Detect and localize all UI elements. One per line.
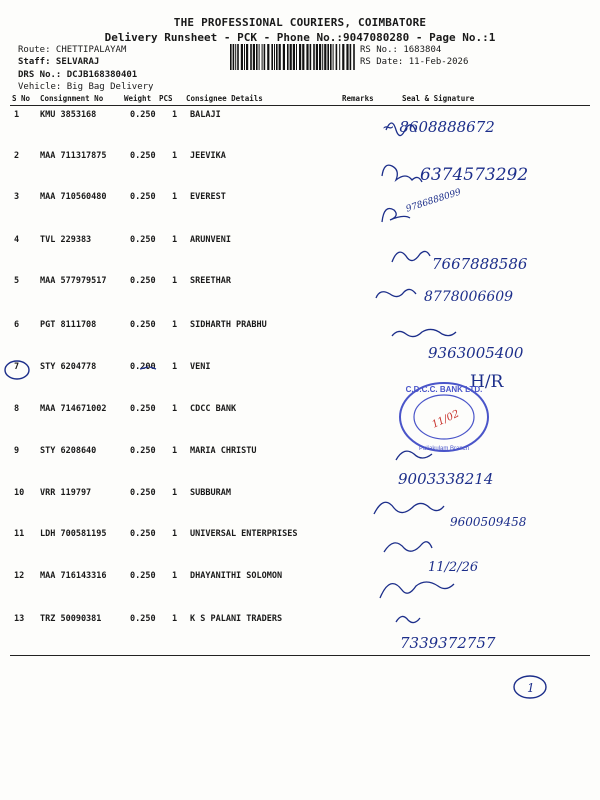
row-pcs: 1 (172, 151, 178, 161)
row-weight: 0.250 (130, 151, 156, 161)
row-pcs: 1 (172, 192, 178, 202)
row-consignment-no: TVL 229383 (40, 235, 92, 245)
row-sno: 6 (14, 320, 20, 330)
signature-4 (432, 255, 527, 273)
barcode-bar (262, 44, 263, 70)
row-consignment-no: PGT 8111708 (40, 320, 97, 330)
barcode-bar (346, 44, 348, 70)
rs-number: RS No.: 1683804 (360, 45, 442, 55)
row-consignee: MARIA CHRISTU (190, 446, 257, 456)
barcode-bar (316, 44, 318, 70)
col-consignment: Consignment No (40, 94, 104, 103)
row-consignment-no: STY 6204778 (40, 362, 97, 372)
table-row (0, 276, 600, 290)
row-weight: 0.250 (130, 276, 156, 286)
row-consignment-no: MAA 714671002 (40, 404, 107, 414)
row-consignee: SIDHARTH PRABHU (190, 320, 267, 330)
row-pcs: 1 (172, 614, 178, 624)
col-weight: Weight (124, 94, 152, 103)
col-pcs: PCS (159, 94, 173, 103)
signature-1 (382, 118, 495, 136)
barcode-bar (327, 44, 329, 70)
sig-phone-9: 9003338214 (398, 470, 494, 488)
signature-10 (450, 515, 526, 529)
runsheet-subtitle: Delivery Runsheet - PCK - Phone No.:9047080280 - Page No.:1 (104, 31, 496, 44)
barcode-bar (267, 44, 269, 70)
table-row (0, 110, 600, 124)
table-row (0, 446, 600, 460)
row-consignee: JEEVIKA (190, 151, 226, 161)
barcode-bar (330, 44, 332, 70)
row-consignment-no: TRZ 50090381 (40, 614, 102, 624)
stamp-initial-date: 11/02 (430, 408, 462, 431)
sig-phone-1: 8608888672 (399, 118, 495, 136)
row-pcs: 1 (172, 362, 178, 372)
row-consignee: UNIVERSAL ENTERPRISES (190, 529, 298, 539)
staff-label: Staff: SELVARAJ (18, 57, 100, 67)
row-consignment-no: MAA 577979517 (40, 276, 107, 286)
sig-scrawl: ~ (382, 118, 395, 136)
header-rule (10, 105, 590, 106)
sig-phone-2: 6374573292 (420, 165, 529, 185)
row-pcs: 1 (172, 235, 178, 245)
sig-phone-3: 9786888099 (404, 187, 463, 215)
table-row (0, 404, 600, 418)
row-pcs: 1 (172, 446, 178, 456)
row-consignee: SUBBURAM (190, 488, 231, 498)
barcode-bar (339, 44, 340, 70)
row-weight: 0.250 (130, 110, 156, 120)
table-row (0, 571, 600, 585)
row-consignment-no: KMU 3853168 (40, 110, 97, 120)
barcode-bar (237, 44, 239, 70)
stamp-bank-name: C.D.C.C. BANK LTD. (405, 385, 483, 394)
signature-6 (428, 344, 523, 362)
barcode-bar (250, 44, 252, 70)
barcode-bar (353, 44, 355, 70)
signature-9 (398, 470, 493, 488)
barcode-bar (271, 44, 273, 70)
row-consignee: SREETHAR (190, 276, 231, 286)
sig-phone-10: 9600509458 (450, 515, 527, 529)
barcode-bar (259, 44, 260, 70)
barcode-bar (310, 44, 312, 70)
rs-date: RS Date: 11-Feb-2026 (360, 57, 469, 67)
signature-2 (380, 165, 528, 185)
barcode-bar (287, 44, 289, 70)
row-consignee: CDCC BANK (190, 404, 237, 414)
table-row (0, 362, 600, 376)
table-row (0, 192, 600, 206)
row-consignment-no: MAA 710560480 (40, 192, 107, 202)
barcode-bar (276, 44, 278, 70)
company-title: THE PROFESSIONAL COURIERS, COIMBATORE (173, 16, 427, 29)
route-label: Route: CHETTIPALAYAM (18, 45, 127, 55)
col-consignee: Consignee Details (186, 94, 263, 103)
row-consignee: BALAJI (190, 110, 221, 120)
row-sno: 8 (14, 404, 20, 414)
barcode-bar (290, 44, 292, 70)
col-seal-signature: Seal & Signature (402, 94, 475, 103)
row-sno: 7 (14, 362, 20, 372)
row-consignment-no: MAA 711317875 (40, 151, 107, 161)
barcode-bar (293, 44, 295, 70)
row-pcs: 1 (172, 404, 178, 414)
scrawl-5 (376, 289, 416, 298)
barcode-bar (322, 44, 323, 70)
row-weight: 0.250 (130, 529, 156, 539)
row-consignee: K S PALANI TRADERS (190, 614, 283, 624)
sig-date-11: 11/2/26 (428, 560, 479, 575)
row-consignment-no: STY 6208640 (40, 446, 97, 456)
row-pcs: 1 (172, 571, 178, 581)
row-pcs: 1 (172, 110, 178, 120)
row-sno: 1 (14, 110, 20, 120)
row-consignment-no: LDH 700581195 (40, 529, 107, 539)
barcode-bar (230, 44, 232, 70)
barcode-bar (333, 44, 334, 70)
col-sno: S No (12, 94, 31, 103)
row-weight: 0.250 (130, 446, 156, 456)
barcode-bar (283, 44, 285, 70)
row-pcs: 1 (172, 488, 178, 498)
barcode-bar (235, 44, 236, 70)
row-weight: 0.200 (130, 362, 156, 372)
barcode-bar (246, 44, 248, 70)
row-sno: 11 (14, 529, 25, 539)
barcode-bar (336, 44, 338, 70)
row-weight: 0.250 (130, 488, 156, 498)
barcode-bar (342, 44, 344, 70)
row-weight: 0.250 (130, 320, 156, 330)
row-weight: 0.250 (130, 235, 156, 245)
signature-5 (424, 289, 513, 305)
barcode-bar (233, 44, 235, 70)
barcode-bar (324, 44, 326, 70)
sig-phone-4: 7667888586 (432, 255, 528, 273)
row-sno: 4 (14, 235, 20, 245)
row-sno: 2 (14, 151, 20, 161)
row-weight: 0.250 (130, 192, 156, 202)
sig-phone-13: 7339372757 (400, 634, 496, 652)
barcode-bar (296, 44, 297, 70)
row-consignee: ARUNVENI (190, 235, 231, 245)
table-row (0, 614, 600, 628)
table-row (0, 488, 600, 502)
row-sno: 3 (14, 192, 20, 202)
row-consignee: DHAYANITHI SOLOMON (190, 571, 283, 581)
stamp-branch: Puliakulam Branch (418, 446, 470, 452)
barcode-bar (302, 44, 304, 70)
barcode-bar (244, 44, 245, 70)
barcode-bar (306, 44, 308, 70)
barcode-bar (253, 44, 255, 70)
barcode (230, 44, 356, 70)
row-pcs: 1 (172, 276, 178, 286)
signature-13 (400, 634, 495, 652)
table-row (0, 235, 600, 249)
table-row (0, 320, 600, 334)
barcode-bar (279, 44, 281, 70)
page-number-circle (514, 676, 546, 698)
row-sno: 5 (14, 276, 20, 286)
barcode-bar (264, 44, 266, 70)
barcode-bar (274, 44, 275, 70)
scrawl-11 (384, 542, 432, 552)
row-sno: 10 (14, 488, 25, 498)
barcode-bar (299, 44, 301, 70)
sig-note-7: H/R (470, 372, 504, 392)
barcode-bar (319, 44, 321, 70)
row-consignment-no: MAA 716143316 (40, 571, 107, 581)
row-weight: 0.250 (130, 614, 156, 624)
col-remarks: Remarks (342, 94, 374, 103)
page-number-mark: 1 (527, 681, 535, 695)
bank-seal-stamp (396, 380, 492, 454)
row-sno: 9 (14, 446, 20, 456)
barcode-bar (241, 44, 243, 70)
barcode-bar (350, 44, 352, 70)
row-consignment-no: VRR 119797 (40, 488, 92, 498)
row-pcs: 1 (172, 529, 178, 539)
row-sno: 13 (14, 614, 25, 624)
row-pcs: 1 (172, 320, 178, 330)
scrawl-10 (374, 502, 444, 514)
table-row (0, 151, 600, 165)
barcode-bar (256, 44, 258, 70)
row-consignee: EVEREST (190, 192, 226, 202)
row-weight: 0.250 (130, 571, 156, 581)
scrawl-4 (392, 251, 430, 262)
drs-number: DRS No.: DCJB168380401 (18, 70, 138, 80)
sig-phone-6: 9363005400 (428, 344, 524, 362)
table-row (0, 529, 600, 543)
footer-rule (10, 655, 590, 656)
row-consignee: VENI (190, 362, 211, 372)
sig-phone-5: 8778006609 (424, 289, 514, 305)
barcode-bar (313, 44, 315, 70)
signature-11 (428, 560, 478, 575)
row-weight: 0.250 (130, 404, 156, 414)
vehicle-label: Vehicle: Big Bag Delivery (18, 82, 154, 92)
row-sno: 12 (14, 571, 25, 581)
